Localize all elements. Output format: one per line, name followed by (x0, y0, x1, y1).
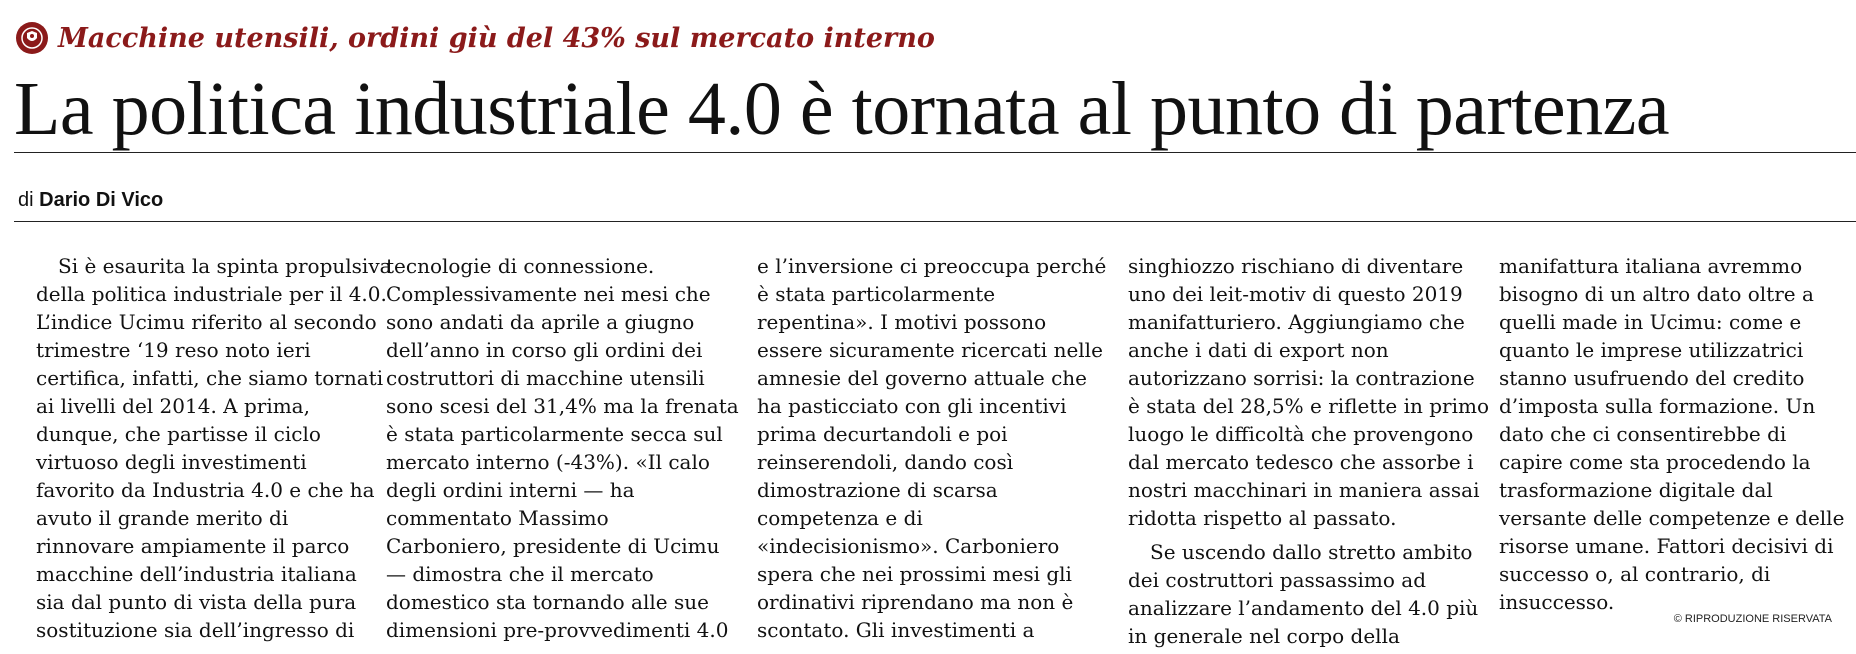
article-line: dimensioni pre-provvedimenti 4.0 (386, 618, 729, 642)
article-line: quanto le imprese utilizzatrici (1499, 338, 1804, 362)
article-line: Si è esaurita la spinta propulsiva (58, 254, 392, 278)
article-line: macchine dell’industria italiana (36, 562, 357, 586)
article-column-1 (36, 252, 392, 644)
article-line: trasformazione digitale dal (1499, 478, 1773, 502)
article-line: sono andati da aprile a giugno (386, 310, 695, 334)
article-line: Carboniero, presidente di Ucimu (386, 534, 720, 558)
article-line: degli ordini interni — ha (386, 478, 635, 502)
article-line: dunque, che partisse il ciclo (36, 422, 321, 446)
article-line: scontato. Gli investimenti a (757, 618, 1035, 642)
article-line: competenza e di (757, 506, 923, 530)
article-line: è stata particolarmente (757, 282, 996, 306)
kicker (16, 18, 935, 58)
article-line: trimestre ‘19 reso noto ieri (36, 338, 311, 362)
byline-prefix: di (18, 189, 34, 211)
article-line: è stata del 28,5% e riflette in primo (1128, 394, 1490, 418)
article-line: sia dal punto di vista della pura (36, 590, 357, 614)
article-line: sono scesi del 31,4% ma la frenata (386, 394, 739, 418)
article-line: capire come sta procedendo la (1499, 450, 1811, 474)
article-line: «indecisionismo». Carboniero (757, 534, 1060, 558)
article-line: ha pasticciato con gli incentivi (757, 394, 1067, 418)
article-line: Se uscendo dallo stretto ambito (1150, 540, 1473, 564)
article-line: L’indice Ucimu riferito al secondo (36, 310, 377, 334)
article-line: virtuoso degli investimenti (36, 450, 307, 474)
article-column-2 (386, 252, 739, 644)
byline (18, 187, 163, 213)
article-line: della politica industriale per il 4.0. (36, 282, 387, 306)
article-line: certifica, infatti, che siamo tornati (36, 366, 384, 390)
article-line: reinserendoli, dando così (757, 450, 1014, 474)
article-line: insuccesso. (1499, 590, 1615, 614)
article-line: Complessivamente nei mesi che (386, 282, 711, 306)
article-line: dimostrazione di scarsa (757, 478, 998, 502)
article-line: analizzare l’andamento del 4.0 più (1128, 596, 1479, 620)
article-line: dato che ci consentirebbe di (1499, 422, 1787, 446)
article-line: essere sicuramente ricercati nelle (757, 338, 1103, 362)
article-line: spera che nei prossimi mesi gli (757, 562, 1072, 586)
article-line: successo o, al contrario, di (1499, 562, 1771, 586)
article-line: stanno usufruendo del credito (1499, 366, 1805, 390)
article-line: in generale nel corpo della (1128, 624, 1400, 648)
article-line: dell’anno in corso gli ordini dei (386, 338, 703, 362)
article-line: d’imposta sulla formazione. Un (1499, 394, 1816, 418)
copyright-notice: © RIPRODUZIONE RISERVATA (1673, 613, 1832, 625)
article-line: repentina». I motivi possono (757, 310, 1047, 334)
article-line: rinnovare ampiamente il parco (36, 534, 350, 558)
article-line: quelli made in Ucimu: come e (1499, 310, 1802, 334)
article-line: manifattura italiana avremmo (1499, 254, 1803, 278)
article-line: prima decurtandoli e poi (757, 422, 1008, 446)
article-line: commentato Massimo (386, 506, 609, 530)
article-line: versante delle competenze e delle (1499, 506, 1845, 530)
byline-author: Dario Di Vico (39, 189, 164, 211)
article-line: ai livelli del 2014. A prima, (36, 394, 310, 418)
headline: La politica industriale 4.0 è tornata al punto di partenza (14, 67, 1670, 151)
article-line: manifatturiero. Aggiungiamo che (1128, 310, 1465, 334)
article-body (0, 252, 1856, 648)
article-line: risorse umane. Fattori decisivi di (1499, 534, 1834, 558)
article-line: amnesie del governo attuale che (757, 366, 1087, 390)
article-line: costruttori di macchine utensili (386, 366, 705, 390)
article-line: dal mercato tedesco che assorbe i (1128, 450, 1474, 474)
article-line: luogo le difficoltà che provengono (1128, 422, 1474, 446)
article-line: anche i dati di export non (1128, 338, 1389, 362)
article-line: bisogno di un altro dato oltre a (1499, 282, 1814, 306)
newspaper-logo-icon (16, 22, 48, 54)
top-divider (14, 152, 1856, 153)
article-line: singhiozzo rischiano di diventare (1128, 254, 1464, 278)
article-column-5 (1499, 252, 1845, 616)
article-line: mercato interno (-43%). «Il calo (386, 450, 710, 474)
article-line: ridotta rispetto al passato. (1128, 506, 1397, 530)
article-line: e l’inversione ci preoccupa perché (757, 254, 1107, 278)
article-line: è stata particolarmente secca sul (386, 422, 723, 446)
article-line: uno dei leit-motiv di questo 2019 (1128, 282, 1463, 306)
article-column-4 (1128, 252, 1490, 648)
article-line: dei costruttori passassimo ad (1128, 568, 1426, 592)
kicker-text: Macchine utensili, ordini giù del 43% sul mercato interno (58, 22, 935, 54)
article-line: sostituzione sia dell’ingresso di (36, 618, 355, 642)
article-line: avuto il grande merito di (36, 506, 289, 530)
article-line: — dimostra che il mercato (386, 562, 654, 586)
article-line: ordinativi riprendano ma non è (757, 590, 1074, 614)
article-line: autorizzano sorrisi: la contrazione (1128, 366, 1475, 390)
article-line: favorito da Industria 4.0 e che ha (36, 478, 375, 502)
article-line: domestico sta tornando alle sue (386, 590, 709, 614)
article-column-3 (757, 252, 1107, 644)
article-line: tecnologie di connessione. (386, 254, 655, 278)
byline-divider (14, 221, 1856, 222)
article-line: nostri macchinari in maniera assai (1128, 478, 1480, 502)
